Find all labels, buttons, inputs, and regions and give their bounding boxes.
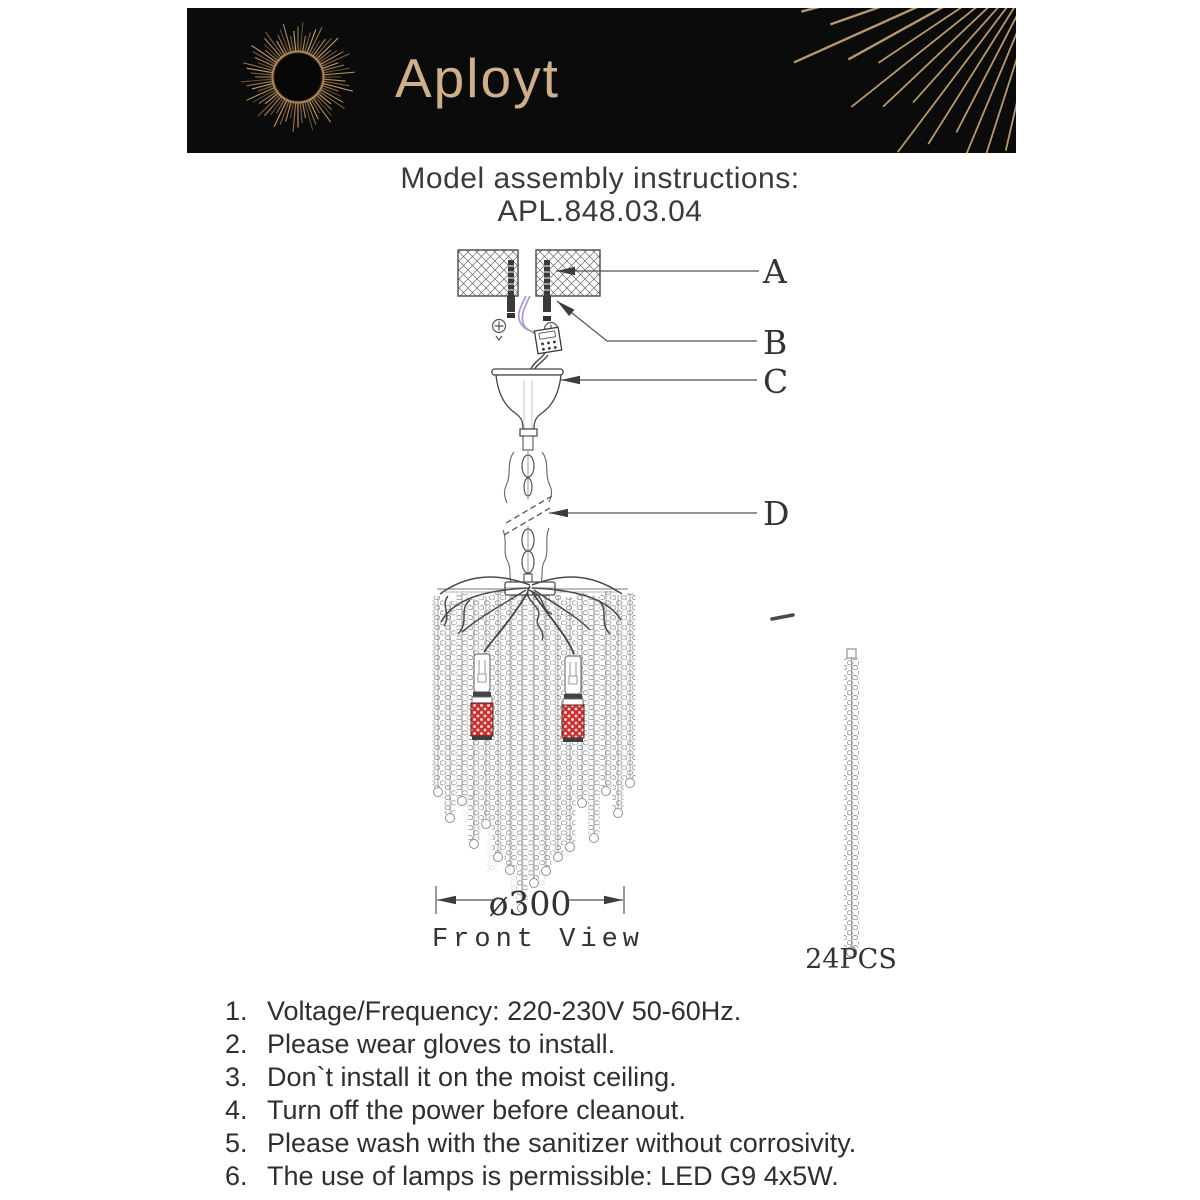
callout-label-c: C	[763, 362, 789, 401]
item-text: The use of lamps is permissible: LED G9 4x5W.	[267, 1161, 839, 1191]
separator-dash	[772, 615, 793, 619]
instruction-item	[225, 1028, 1065, 1061]
item-number: 1.	[225, 996, 248, 1026]
instruction-item	[225, 1160, 1065, 1193]
ceiling-canopy	[492, 369, 563, 450]
callout-label-b: B	[763, 323, 788, 362]
callout-leaders	[549, 271, 759, 513]
item-number: 3.	[225, 1062, 248, 1092]
item-number: 6.	[225, 1161, 248, 1191]
instruction-item	[225, 995, 1065, 1028]
instruction-list	[225, 995, 1065, 1193]
item-number: 2.	[225, 1029, 248, 1059]
dimension-label: ø300	[488, 884, 572, 923]
item-text: Voltage/Frequency: 220-230V 50-60Hz.	[267, 996, 742, 1026]
item-number: 4.	[225, 1095, 248, 1125]
terminal-block	[534, 327, 561, 353]
ceiling-block	[458, 250, 600, 296]
item-number: 5.	[225, 1128, 248, 1158]
brand-logo-text: Aployt	[395, 47, 560, 109]
page-title: Model assembly instructions:	[400, 162, 800, 195]
crystal-strands	[433, 589, 636, 913]
item-text: Don`t install it on the moist ceiling.	[267, 1062, 677, 1092]
lamp-socket	[471, 654, 493, 740]
instruction-item	[225, 1127, 1065, 1160]
parts-count-label: 24PCS	[805, 944, 897, 975]
model-number: APL.848.03.04	[497, 195, 703, 228]
item-text: Turn off the power before cleanout.	[267, 1095, 686, 1125]
hanging-chain	[503, 450, 552, 584]
callout-label-a: A	[763, 252, 787, 291]
instruction-item	[225, 1094, 1065, 1127]
instruction-item	[225, 1061, 1065, 1094]
item-text: Please wash with the sanitizer without corrosivity.	[267, 1128, 857, 1158]
item-text: Please wear gloves to install.	[267, 1029, 616, 1059]
callout-label-d: D	[763, 494, 790, 533]
canopy-wire	[531, 353, 548, 370]
lamp-socket	[562, 656, 584, 742]
strand-part	[844, 649, 859, 957]
view-caption: Front View	[431, 925, 645, 955]
